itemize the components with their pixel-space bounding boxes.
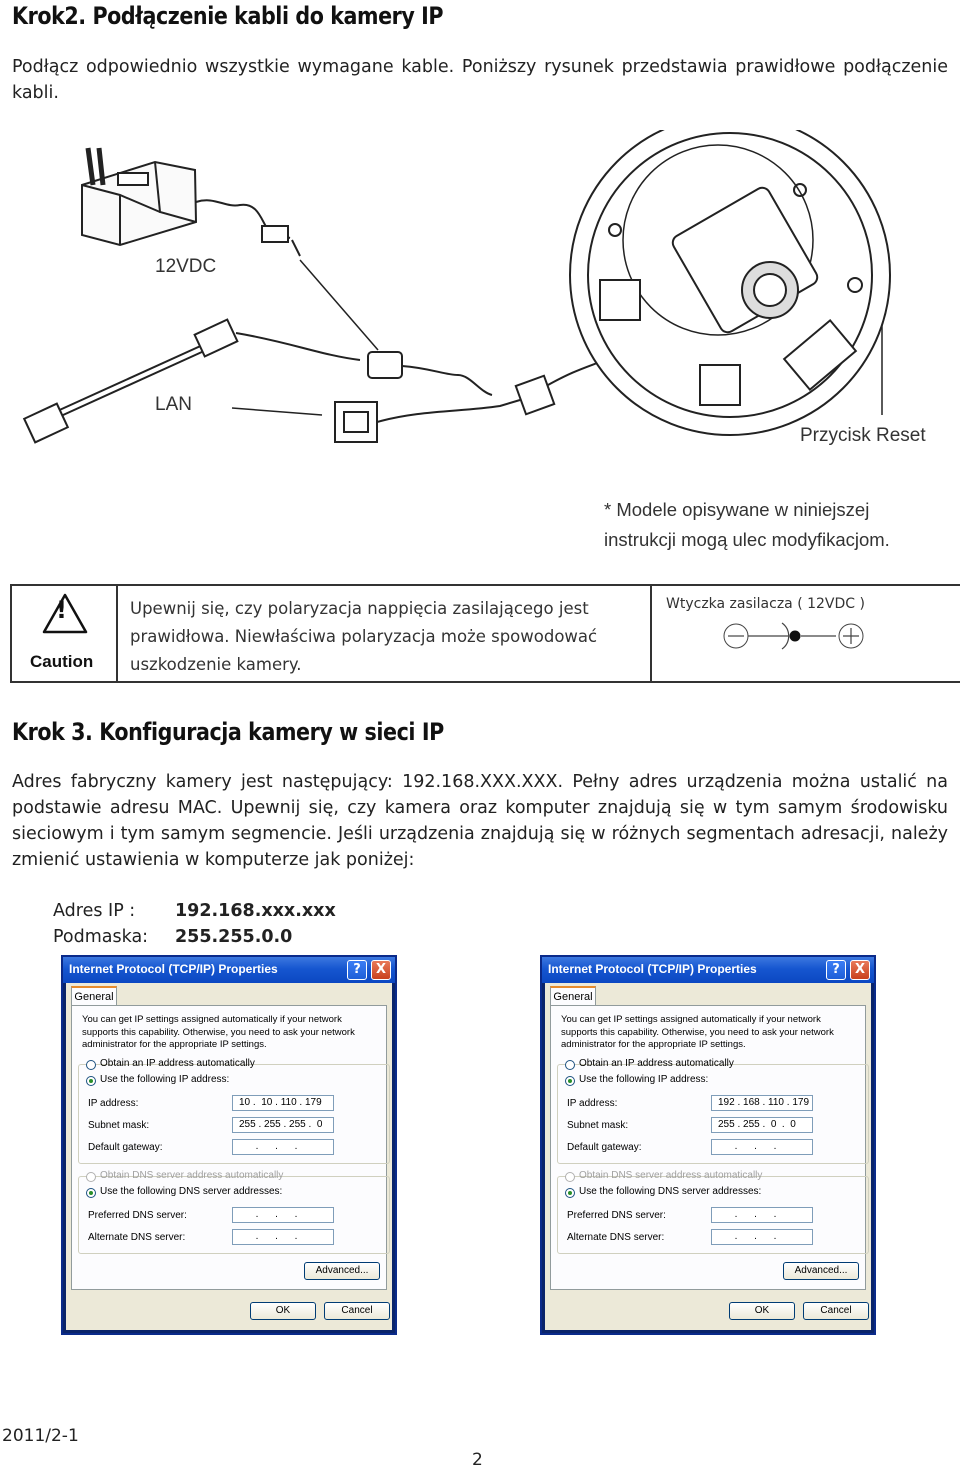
tcpip-dialog-left xyxy=(61,955,397,1335)
dialog-body xyxy=(66,983,392,1330)
caution-text-line-2: prawidłowa. Niewłaściwa polaryzacja może spowodować xyxy=(130,627,598,646)
advanced-button[interactable]: Advanced... xyxy=(783,1262,859,1280)
default-gateway-label: Default gateway: xyxy=(567,1142,642,1153)
ip-summary-label: Adres IP : xyxy=(53,901,136,921)
reset-button-label: Przycisk Reset xyxy=(800,425,926,446)
obtain-dns-radio[interactable] xyxy=(86,1172,96,1182)
caution-icon-cell xyxy=(12,586,118,681)
alternate-dns-field[interactable]: . . . xyxy=(232,1229,334,1245)
general-panel xyxy=(71,1005,387,1290)
alternate-dns-label: Alternate DNS server: xyxy=(88,1232,186,1243)
use-dns-radio[interactable] xyxy=(86,1188,96,1198)
cancel-button[interactable]: Cancel xyxy=(803,1302,869,1320)
ip-address-label: IP address: xyxy=(88,1098,139,1109)
use-ip-radio[interactable] xyxy=(565,1076,575,1086)
power-label: 12VDC xyxy=(155,256,217,277)
subnet-mask-field[interactable]: 255 . 255 . 0 . 0 xyxy=(711,1117,813,1133)
ok-button[interactable]: OK xyxy=(729,1302,795,1320)
page-number: 2 xyxy=(472,1450,483,1470)
advanced-button[interactable]: Advanced... xyxy=(304,1262,380,1280)
tab-general[interactable]: General xyxy=(71,986,117,1006)
caution-text xyxy=(130,595,650,679)
warning-mark: ! xyxy=(56,596,67,624)
ok-button[interactable]: OK xyxy=(250,1302,316,1320)
alternate-dns-field[interactable]: . . . xyxy=(711,1229,813,1245)
mask-summary-value: 255.255.0.0 xyxy=(175,927,293,947)
use-ip-label: Use the following IP address: xyxy=(100,1074,230,1085)
general-panel xyxy=(550,1005,866,1290)
caution-badge: Caution xyxy=(30,652,94,671)
subnet-mask-field[interactable]: 255 . 255 . 255 . 0 xyxy=(232,1117,334,1133)
caution-box xyxy=(10,584,960,683)
mask-summary-label: Podmaska: xyxy=(53,927,149,947)
ip-summary-value: 192.168.xxx.xxx xyxy=(175,901,336,921)
address-summary xyxy=(53,898,336,950)
alternate-dns-label: Alternate DNS server: xyxy=(567,1232,665,1243)
obtain-ip-radio[interactable] xyxy=(565,1060,575,1070)
step3-paragraph: Adres fabryczny kamery jest następujący: 192.168.XXX.XXX. Pełny adres urządzenia można ustalić na podstawie adresu MAC. Upewnij się, czy kamera oraz komputer znajdują się w tym samym środowisku sieciowym i tym samym segmencie. Jeśli urządzenia znajdują się w różnych segmentach adresacji, należy zmienić ustawienia w komputerze jak poniżej: xyxy=(12,772,948,870)
step3-heading: Krok 3. Konfiguracja kamery w sieci IP xyxy=(12,718,444,746)
close-button[interactable]: X xyxy=(850,960,870,980)
help-button[interactable]: ? xyxy=(826,960,846,980)
default-gateway-field[interactable]: . . . xyxy=(232,1139,334,1155)
use-ip-radio[interactable] xyxy=(86,1076,96,1086)
dialog-title: Internet Protocol (TCP/IP) Properties xyxy=(69,962,278,976)
ip-address-label: IP address: xyxy=(567,1098,618,1109)
dialog-title: Internet Protocol (TCP/IP) Properties xyxy=(548,962,757,976)
close-button[interactable]: X xyxy=(371,960,391,980)
lan-label: LAN xyxy=(155,394,192,415)
preferred-dns-label: Preferred DNS server: xyxy=(88,1210,187,1221)
obtain-dns-label: Obtain DNS server address automatically xyxy=(579,1170,763,1181)
model-note xyxy=(604,495,890,555)
model-note-line-1: * Modele opisywane w niniejszej xyxy=(604,499,870,520)
use-dns-radio[interactable] xyxy=(565,1188,575,1198)
dialog-body xyxy=(545,983,871,1330)
subnet-mask-label: Subnet mask: xyxy=(88,1120,150,1131)
help-button[interactable]: ? xyxy=(347,960,367,980)
ip-address-field[interactable]: 192 . 168 . 110 . 179 xyxy=(711,1095,813,1111)
tab-general[interactable]: General xyxy=(550,986,596,1006)
model-note-line-2: instrukcji mogą ulec modyfikacjom. xyxy=(604,529,890,550)
plug-label: Wtyczka zasilacza ( 12VDC ) xyxy=(666,596,865,612)
plug-cell xyxy=(652,586,960,681)
use-dns-label: Use the following DNS server addresses: xyxy=(579,1186,762,1197)
default-gateway-field[interactable]: . . . xyxy=(711,1139,813,1155)
step2-intro: Podłącz odpowiednio wszystkie wymagane kable. Poniższy rysunek przedstawia prawidłowe podłączenie kabli. xyxy=(12,57,948,103)
cancel-button[interactable]: Cancel xyxy=(324,1302,390,1320)
use-ip-label: Use the following IP address: xyxy=(579,1074,709,1085)
preferred-dns-field[interactable]: . . . xyxy=(711,1207,813,1223)
obtain-dns-label: Obtain DNS server address automatically xyxy=(100,1170,284,1181)
caution-text-line-1: Upewnij się, czy polaryzacja nappięcia zasilającego jest xyxy=(130,599,589,618)
polarity-icon xyxy=(720,620,880,652)
caution-text-cell xyxy=(118,586,652,681)
wiring-illustration xyxy=(0,130,960,460)
obtain-ip-label: Obtain an IP address automatically xyxy=(100,1058,255,1069)
obtain-ip-radio[interactable] xyxy=(86,1060,96,1070)
preferred-dns-field[interactable]: . . . xyxy=(232,1207,334,1223)
caution-text-line-3: uszkodzenie kamery. xyxy=(130,655,302,674)
default-gateway-label: Default gateway: xyxy=(88,1142,163,1153)
footer-date: 2011/2-1 xyxy=(2,1426,79,1446)
title-bar[interactable] xyxy=(63,957,395,983)
ip-address-field[interactable]: 10 . 10 . 110 . 179 xyxy=(232,1095,334,1111)
use-dns-label: Use the following DNS server addresses: xyxy=(100,1186,283,1197)
obtain-dns-radio[interactable] xyxy=(565,1172,575,1182)
dialog-description: You can get IP settings assigned automatically if your network supports this capability. Otherwise, you need to ask your network administrator for the appropriate IP settings. xyxy=(82,1014,355,1050)
preferred-dns-label: Preferred DNS server: xyxy=(567,1210,666,1221)
title-bar[interactable] xyxy=(542,957,874,983)
dialog-description: You can get IP settings assigned automatically if your network supports this capability. Otherwise, you need to ask your network administrator for the appropriate IP settings. xyxy=(561,1014,834,1050)
obtain-ip-label: Obtain an IP address automatically xyxy=(579,1058,734,1069)
tcpip-dialog-right xyxy=(540,955,876,1335)
step2-heading: Krok2. Podłączenie kabli do kamery IP xyxy=(12,2,444,30)
subnet-mask-label: Subnet mask: xyxy=(567,1120,629,1131)
